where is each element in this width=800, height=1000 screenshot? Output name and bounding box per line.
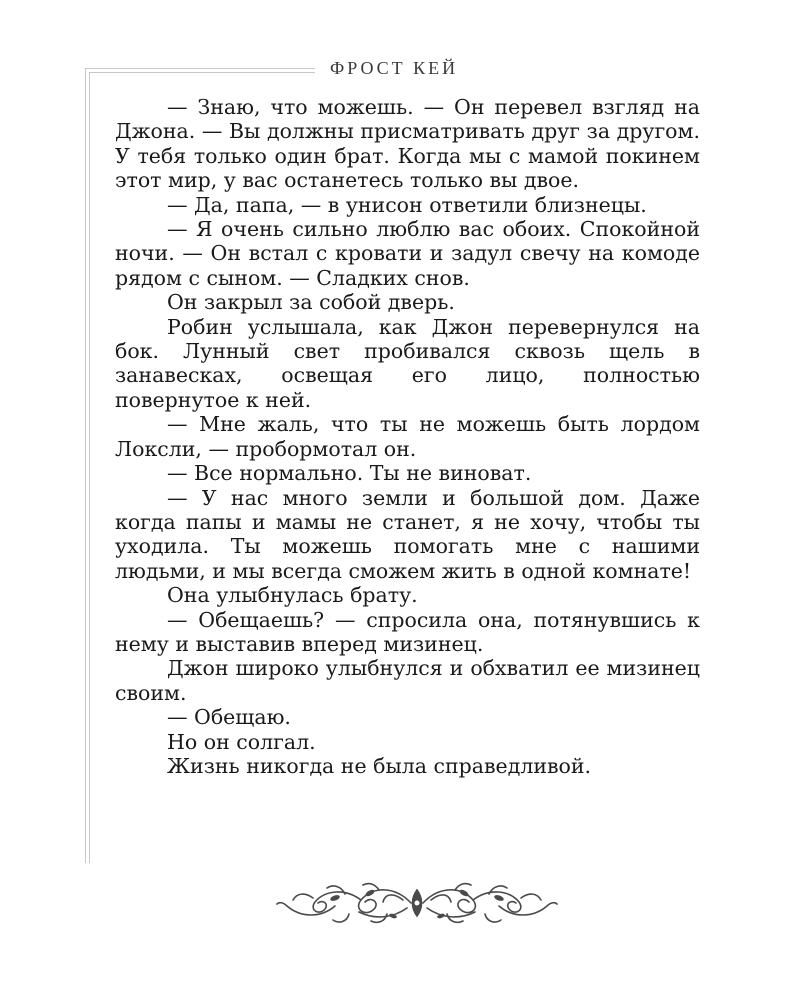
page-frame-left-inner-line [89,72,90,863]
paragraph: — Обещаю. [167,705,291,730]
floral-scroll-ornament-icon [275,878,560,928]
page-frame-top-line [85,68,315,69]
paragraph: — Мне жаль, что ты не можешь быть лордом Локсли, — пробормотал он. [115,412,700,461]
paragraph: Жизнь никогда не была справедливой. [167,753,592,778]
paragraph: Робин услышала, как Джон перевернулся на бок. Лунный свет пробивался сквозь щель в занавесках, освещая его лицо, полностью повернутое к ней. [115,314,700,412]
body-text [115,95,700,778]
page-frame-left-line [85,68,86,863]
paragraph: — Я очень сильно люблю вас обоих. Спокойной ночи. — Он встал с кровати и задул свечу на комоде рядом с сыном. — Сладких снов. [115,217,700,290]
paragraph: — Все нормально. Ты не виноват. [167,461,532,486]
paragraph: Джон широко улыбнулся и обхватил ее мизинец своим. [115,656,700,705]
paragraph: — Да, папа, — в унисон ответили близнецы. [167,192,647,217]
paragraph: Но он солгал. [167,729,316,754]
page-frame-top-inner-line [89,72,315,73]
paragraph: — У нас много земли и большой дом. Даже когда папы и мамы не станет, я не хочу, чтобы ты уходила. Ты можешь помогать мне с нашими людьми, и мы всегда сможем жить в одной комнате! [115,485,700,583]
paragraph: Он закрыл за собой дверь. [167,290,455,315]
paragraph: — Знаю, что можешь. — Он перевел взгляд на Джона. — Вы должны присматривать друг за другом. У тебя только один брат. Когда мы с мамой покинем этот мир, у вас останетесь только вы двое. [115,95,700,193]
paragraph: — Обещаешь? — спросила она, потянувшись к нему и выставив вперед мизинец. [115,607,700,656]
running-header: ФРОСТ КЕЙ [330,58,459,78]
paragraph: Она улыбнулась брату. [167,583,418,608]
